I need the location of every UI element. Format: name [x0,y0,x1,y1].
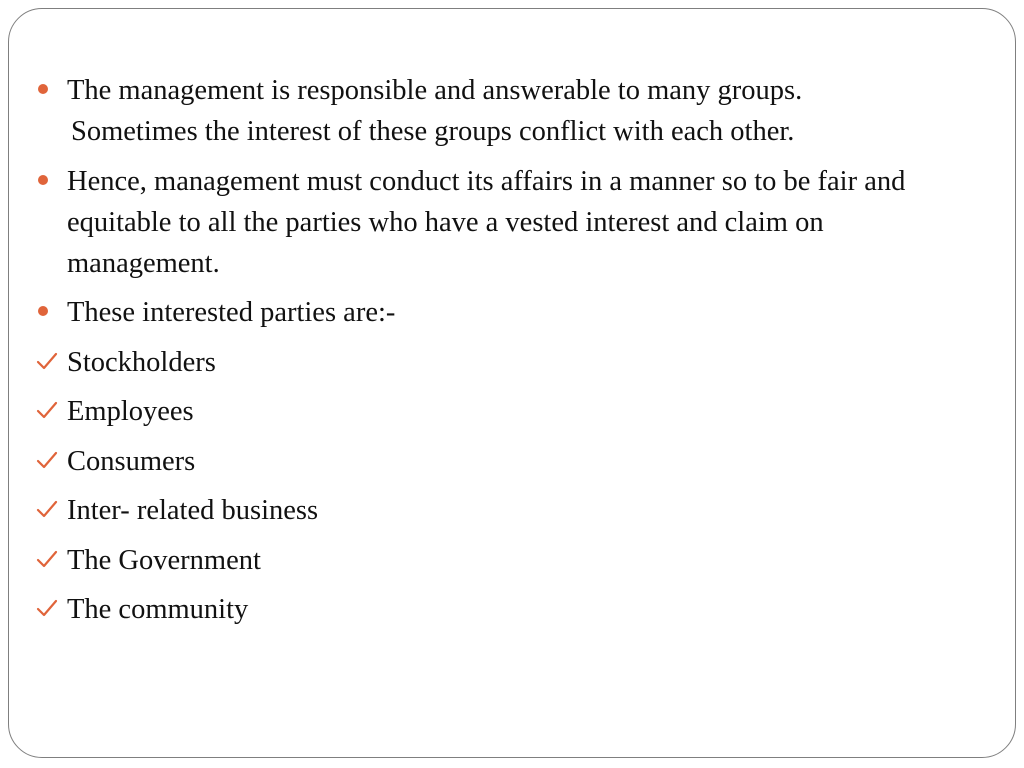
check-item-text: The community [67,594,249,625]
check-item [34,441,974,482]
checkmark-icon [34,490,62,531]
check-item [34,540,974,581]
check-item [34,490,974,531]
bullet-dot-icon [34,292,62,333]
bullet-dot-icon [34,161,62,202]
bullet-dot-icon [34,70,62,111]
bullet-text: The management is responsible and answerable to many groups. [67,75,803,106]
slide-body [34,70,974,639]
bullet-item [34,161,974,284]
bullet-item [34,70,974,111]
check-item-text: Stockholders [67,346,216,378]
check-item-text: Consumers [67,445,196,477]
check-item [34,589,974,630]
check-item-text: The Government [67,544,261,576]
checkmark-icon [34,589,62,630]
bullet-item [34,292,974,333]
checkmark-icon [34,441,62,482]
checkmark-icon [34,540,62,581]
check-item-text: Inter- related business [67,495,319,526]
checkmark-icon [34,342,62,383]
check-item [34,342,974,383]
bullet-text: Hence, management must conduct its affairs in a manner so to be fair and equitable to all the parties who have a vested interest and claim on management. [67,165,906,279]
check-item [34,391,974,432]
checkmark-icon [34,391,62,432]
bullet-text: These interested parties are:- [67,297,396,328]
check-item-text: Employees [67,396,194,427]
bullet-continuation: Sometimes the interest of these groups conflict with each other. [71,116,795,147]
